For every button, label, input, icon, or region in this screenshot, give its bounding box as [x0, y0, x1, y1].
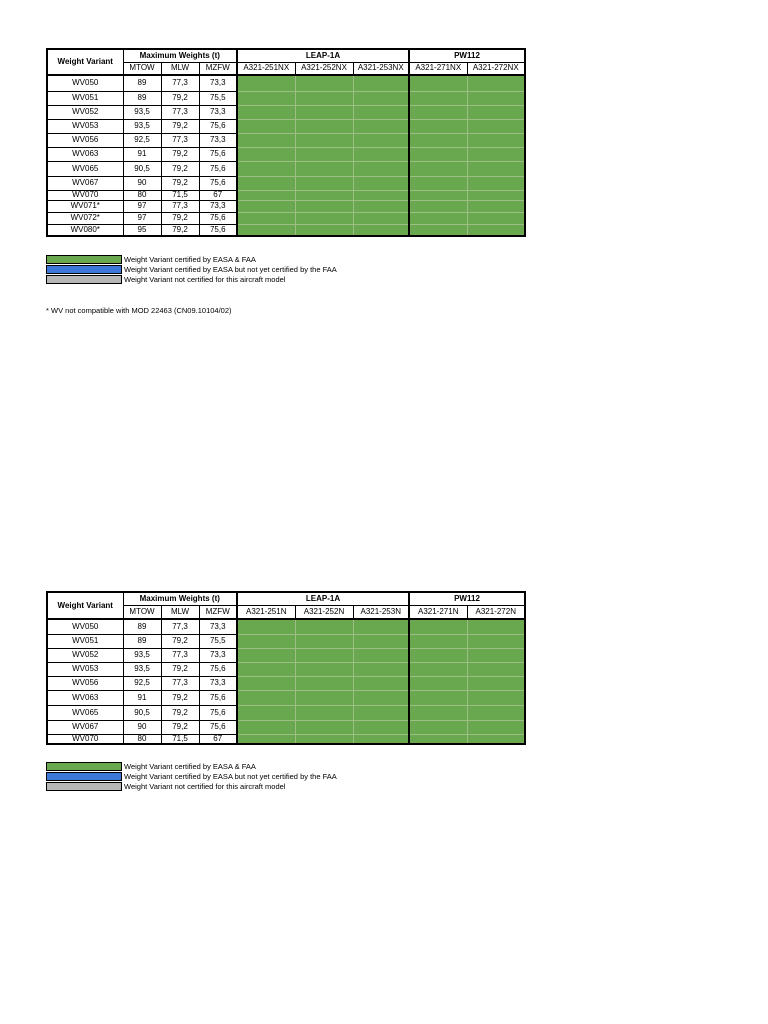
certification-status-cell — [409, 734, 467, 744]
weight-variant-cell: WV052 — [47, 648, 123, 662]
certification-status-cell — [295, 734, 353, 744]
mzfw-cell: 67 — [199, 190, 237, 200]
mlw-cell: 79,2 — [161, 705, 199, 720]
mtow-cell: 90,5 — [123, 705, 161, 720]
certification-status-cell — [295, 662, 353, 676]
certification-status-cell — [353, 705, 409, 720]
certification-status-cell — [295, 619, 353, 634]
certification-status-cell — [409, 224, 467, 236]
certification-status-cell — [237, 224, 295, 236]
mlw-cell: 79,2 — [161, 212, 199, 224]
certification-status-cell — [409, 91, 467, 105]
certification-status-cell — [467, 161, 525, 176]
certification-status-cell — [353, 119, 409, 133]
weight-variant-cell: WV063 — [47, 147, 123, 161]
certification-status-cell — [237, 662, 295, 676]
legend-swatch-grey — [46, 782, 122, 791]
mzfw-cell: 73,3 — [199, 75, 237, 91]
certification-status-cell — [295, 634, 353, 648]
mzfw-cell: 73,3 — [199, 105, 237, 119]
certification-status-cell — [467, 634, 525, 648]
certification-status-cell — [353, 200, 409, 212]
legend-swatch-blue — [46, 772, 122, 781]
table-row — [47, 190, 525, 200]
mlw-cell: 79,2 — [161, 176, 199, 190]
certification-status-cell — [353, 176, 409, 190]
certification-status-cell — [409, 190, 467, 200]
header-weight-variant: Weight Variant — [47, 49, 123, 75]
certification-status-cell — [237, 200, 295, 212]
table-row — [47, 705, 525, 720]
certification-status-cell — [353, 105, 409, 119]
certification-status-cell — [295, 75, 353, 91]
header-weight-variant: Weight Variant — [47, 592, 123, 619]
certification-status-cell — [237, 176, 295, 190]
certification-status-cell — [353, 147, 409, 161]
header-model: A321-252N — [295, 605, 353, 619]
table-row — [47, 176, 525, 190]
mtow-cell: 92,5 — [123, 676, 161, 690]
weight-variant-cell: WV052 — [47, 105, 123, 119]
certification-status-cell — [353, 662, 409, 676]
mzfw-cell: 75,6 — [199, 224, 237, 236]
certification-status-cell — [295, 200, 353, 212]
mzfw-cell: 75,5 — [199, 634, 237, 648]
mlw-cell: 77,3 — [161, 105, 199, 119]
mtow-cell: 93,5 — [123, 662, 161, 676]
certification-status-cell — [295, 720, 353, 734]
mlw-cell: 77,3 — [161, 200, 199, 212]
certification-status-cell — [409, 133, 467, 147]
certification-status-cell — [295, 105, 353, 119]
mlw-cell: 79,2 — [161, 720, 199, 734]
table-row — [47, 224, 525, 236]
certification-status-cell — [467, 200, 525, 212]
mzfw-cell: 75,6 — [199, 705, 237, 720]
certification-status-cell — [295, 147, 353, 161]
certification-status-cell — [237, 105, 295, 119]
header-model: A321-251N — [237, 605, 295, 619]
mtow-cell: 93,5 — [123, 105, 161, 119]
legend-item — [46, 274, 337, 284]
certification-status-cell — [295, 190, 353, 200]
certification-status-cell — [353, 224, 409, 236]
mtow-cell: 93,5 — [123, 119, 161, 133]
certification-status-cell — [237, 676, 295, 690]
certification-status-cell — [467, 619, 525, 634]
mtow-cell: 80 — [123, 190, 161, 200]
mlw-cell: 79,2 — [161, 119, 199, 133]
table-row — [47, 119, 525, 133]
mtow-cell: 93,5 — [123, 648, 161, 662]
legend — [46, 254, 337, 284]
certification-status-cell — [409, 105, 467, 119]
table-row — [47, 676, 525, 690]
certification-status-cell — [353, 161, 409, 176]
mzfw-cell: 75,6 — [199, 212, 237, 224]
certification-status-cell — [409, 720, 467, 734]
certification-status-cell — [467, 190, 525, 200]
table-row — [47, 133, 525, 147]
weight-variant-cell: WV051 — [47, 91, 123, 105]
certification-status-cell — [237, 705, 295, 720]
certification-status-cell — [353, 91, 409, 105]
certification-status-cell — [409, 212, 467, 224]
certification-status-cell — [409, 690, 467, 705]
weight-variant-cell: WV051 — [47, 634, 123, 648]
mlw-cell: 79,2 — [161, 147, 199, 161]
mtow-cell: 95 — [123, 224, 161, 236]
certification-status-cell — [467, 75, 525, 91]
certification-status-cell — [353, 619, 409, 634]
weight-variant-cell: WV063 — [47, 690, 123, 705]
mtow-cell: 97 — [123, 200, 161, 212]
certification-status-cell — [237, 212, 295, 224]
weight-variant-cell: WV071* — [47, 200, 123, 212]
certification-status-cell — [295, 91, 353, 105]
mzfw-cell: 75,6 — [199, 690, 237, 705]
certification-status-cell — [353, 720, 409, 734]
legend — [46, 761, 337, 791]
weight-variant-cell: WV050 — [47, 75, 123, 91]
certification-status-cell — [353, 734, 409, 744]
certification-status-cell — [237, 91, 295, 105]
certification-status-cell — [467, 662, 525, 676]
certification-status-cell — [409, 176, 467, 190]
header-model: A321-271NX — [409, 62, 467, 75]
weight-variant-cell: WV056 — [47, 133, 123, 147]
table-row — [47, 75, 525, 91]
certification-status-cell — [237, 190, 295, 200]
weight-variant-cell: WV067 — [47, 720, 123, 734]
certification-status-cell — [237, 75, 295, 91]
mlw-cell: 71,5 — [161, 734, 199, 744]
table-row — [47, 200, 525, 212]
certification-status-cell — [467, 720, 525, 734]
mzfw-cell: 75,6 — [199, 161, 237, 176]
legend-label: Weight Variant not certified for this aircraft model — [124, 274, 286, 284]
weight-variant-cell: WV070 — [47, 734, 123, 744]
header-engine-pw: PW112 — [409, 49, 525, 62]
certification-status-cell — [295, 690, 353, 705]
header-max-weights: Maximum Weights (t) — [123, 592, 237, 605]
mzfw-cell: 75,6 — [199, 119, 237, 133]
weight-variant-cell: WV056 — [47, 676, 123, 690]
header-model: A321-271N — [409, 605, 467, 619]
mlw-cell: 79,2 — [161, 634, 199, 648]
table-row — [47, 734, 525, 744]
header-mzfw: MZFW — [199, 605, 237, 619]
mtow-cell: 80 — [123, 734, 161, 744]
certification-status-cell — [409, 200, 467, 212]
certification-status-cell — [237, 161, 295, 176]
legend-label: Weight Variant certified by EASA & FAA — [124, 761, 256, 771]
certification-status-cell — [409, 662, 467, 676]
certification-status-cell — [353, 634, 409, 648]
certification-status-cell — [409, 147, 467, 161]
certification-status-cell — [467, 224, 525, 236]
certification-status-cell — [353, 690, 409, 705]
table-row — [47, 619, 525, 634]
certification-status-cell — [409, 75, 467, 91]
certification-status-cell — [237, 734, 295, 744]
certification-status-cell — [467, 105, 525, 119]
mzfw-cell: 75,6 — [199, 176, 237, 190]
certification-status-cell — [467, 212, 525, 224]
weight-variant-table-nx — [46, 48, 526, 237]
certification-status-cell — [467, 648, 525, 662]
certification-status-cell — [295, 648, 353, 662]
certification-status-cell — [237, 720, 295, 734]
certification-status-cell — [467, 91, 525, 105]
mtow-cell: 91 — [123, 147, 161, 161]
table-row — [47, 690, 525, 705]
mlw-cell: 77,3 — [161, 676, 199, 690]
weight-variant-cell: WV070 — [47, 190, 123, 200]
table-row — [47, 147, 525, 161]
mtow-cell: 90,5 — [123, 161, 161, 176]
table-row — [47, 648, 525, 662]
certification-status-cell — [237, 133, 295, 147]
legend-label: Weight Variant certified by EASA & FAA — [124, 254, 256, 264]
mzfw-cell: 75,6 — [199, 662, 237, 676]
mzfw-cell: 75,5 — [199, 91, 237, 105]
header-engine-leap: LEAP-1A — [237, 592, 409, 605]
mtow-cell: 97 — [123, 212, 161, 224]
legend-swatch-grey — [46, 275, 122, 284]
certification-status-cell — [295, 176, 353, 190]
mtow-cell: 90 — [123, 720, 161, 734]
header-mtow: MTOW — [123, 62, 161, 75]
header-max-weights: Maximum Weights (t) — [123, 49, 237, 62]
header-mlw: MLW — [161, 62, 199, 75]
certification-status-cell — [467, 176, 525, 190]
header-model: A321-252NX — [295, 62, 353, 75]
mzfw-cell: 73,3 — [199, 133, 237, 147]
table-row — [47, 212, 525, 224]
certification-status-cell — [237, 690, 295, 705]
weight-variant-table-n — [46, 591, 526, 745]
certification-status-cell — [237, 119, 295, 133]
weight-variant-cell: WV080* — [47, 224, 123, 236]
mzfw-cell: 73,3 — [199, 200, 237, 212]
mtow-cell: 89 — [123, 75, 161, 91]
weight-variant-cell: WV065 — [47, 705, 123, 720]
weight-variant-cell: WV053 — [47, 662, 123, 676]
table-row — [47, 161, 525, 176]
header-model: A321-272N — [467, 605, 525, 619]
certification-status-cell — [295, 212, 353, 224]
legend-item — [46, 771, 337, 781]
certification-status-cell — [295, 224, 353, 236]
mlw-cell: 79,2 — [161, 161, 199, 176]
certification-status-cell — [295, 161, 353, 176]
mlw-cell: 79,2 — [161, 690, 199, 705]
certification-status-cell — [409, 119, 467, 133]
header-mlw: MLW — [161, 605, 199, 619]
certification-status-cell — [467, 690, 525, 705]
legend-swatch-blue — [46, 265, 122, 274]
mzfw-cell: 73,3 — [199, 676, 237, 690]
mtow-cell: 91 — [123, 690, 161, 705]
certification-status-cell — [409, 648, 467, 662]
header-engine-leap: LEAP-1A — [237, 49, 409, 62]
certification-status-cell — [353, 190, 409, 200]
legend-label: Weight Variant certified by EASA but not yet certified by the FAA — [124, 264, 337, 274]
mzfw-cell: 67 — [199, 734, 237, 744]
certification-status-cell — [409, 161, 467, 176]
certification-status-cell — [409, 705, 467, 720]
header-model: A321-253N — [353, 605, 409, 619]
certification-status-cell — [409, 676, 467, 690]
legend-item — [46, 264, 337, 274]
certification-status-cell — [409, 619, 467, 634]
mzfw-cell: 75,6 — [199, 720, 237, 734]
certification-status-cell — [295, 705, 353, 720]
table-row — [47, 720, 525, 734]
weight-variant-cell: WV053 — [47, 119, 123, 133]
weight-variant-cell: WV065 — [47, 161, 123, 176]
certification-status-cell — [295, 119, 353, 133]
weight-variant-cell: WV067 — [47, 176, 123, 190]
certification-status-cell — [237, 634, 295, 648]
legend-label: Weight Variant certified by EASA but not yet certified by the FAA — [124, 771, 337, 781]
legend-item — [46, 781, 337, 791]
legend-item — [46, 254, 337, 264]
mtow-cell: 89 — [123, 634, 161, 648]
mlw-cell: 79,2 — [161, 91, 199, 105]
certification-status-cell — [353, 75, 409, 91]
header-model: A321-272NX — [467, 62, 525, 75]
footnote: * WV not compatible with MOD 22463 (CN09.10104/02) — [46, 306, 232, 315]
certification-status-cell — [295, 676, 353, 690]
table-row — [47, 634, 525, 648]
mtow-cell: 90 — [123, 176, 161, 190]
certification-status-cell — [467, 119, 525, 133]
legend-item — [46, 761, 337, 771]
legend-swatch-green — [46, 762, 122, 771]
legend-swatch-green — [46, 255, 122, 264]
certification-status-cell — [237, 619, 295, 634]
header-model: A321-253NX — [353, 62, 409, 75]
certification-status-cell — [467, 705, 525, 720]
mtow-cell: 92,5 — [123, 133, 161, 147]
mtow-cell: 89 — [123, 619, 161, 634]
table-row — [47, 91, 525, 105]
mlw-cell: 71,5 — [161, 190, 199, 200]
certification-status-cell — [467, 734, 525, 744]
certification-status-cell — [353, 676, 409, 690]
mlw-cell: 77,3 — [161, 619, 199, 634]
header-model: A321-251NX — [237, 62, 295, 75]
mtow-cell: 89 — [123, 91, 161, 105]
certification-status-cell — [467, 676, 525, 690]
header-mtow: MTOW — [123, 605, 161, 619]
mlw-cell: 77,3 — [161, 133, 199, 147]
table-row — [47, 105, 525, 119]
certification-status-cell — [353, 212, 409, 224]
mlw-cell: 79,2 — [161, 224, 199, 236]
mzfw-cell: 73,3 — [199, 619, 237, 634]
certification-status-cell — [409, 634, 467, 648]
certification-status-cell — [353, 648, 409, 662]
weight-variant-cell: WV050 — [47, 619, 123, 634]
table-row — [47, 662, 525, 676]
mlw-cell: 77,3 — [161, 648, 199, 662]
header-mzfw: MZFW — [199, 62, 237, 75]
mlw-cell: 79,2 — [161, 662, 199, 676]
certification-status-cell — [237, 147, 295, 161]
weight-variant-cell: WV072* — [47, 212, 123, 224]
header-engine-pw: PW112 — [409, 592, 525, 605]
mzfw-cell: 73,3 — [199, 648, 237, 662]
certification-status-cell — [295, 133, 353, 147]
mlw-cell: 77,3 — [161, 75, 199, 91]
mzfw-cell: 75,6 — [199, 147, 237, 161]
certification-status-cell — [467, 133, 525, 147]
certification-status-cell — [467, 147, 525, 161]
certification-status-cell — [353, 133, 409, 147]
certification-status-cell — [237, 648, 295, 662]
legend-label: Weight Variant not certified for this aircraft model — [124, 781, 286, 791]
